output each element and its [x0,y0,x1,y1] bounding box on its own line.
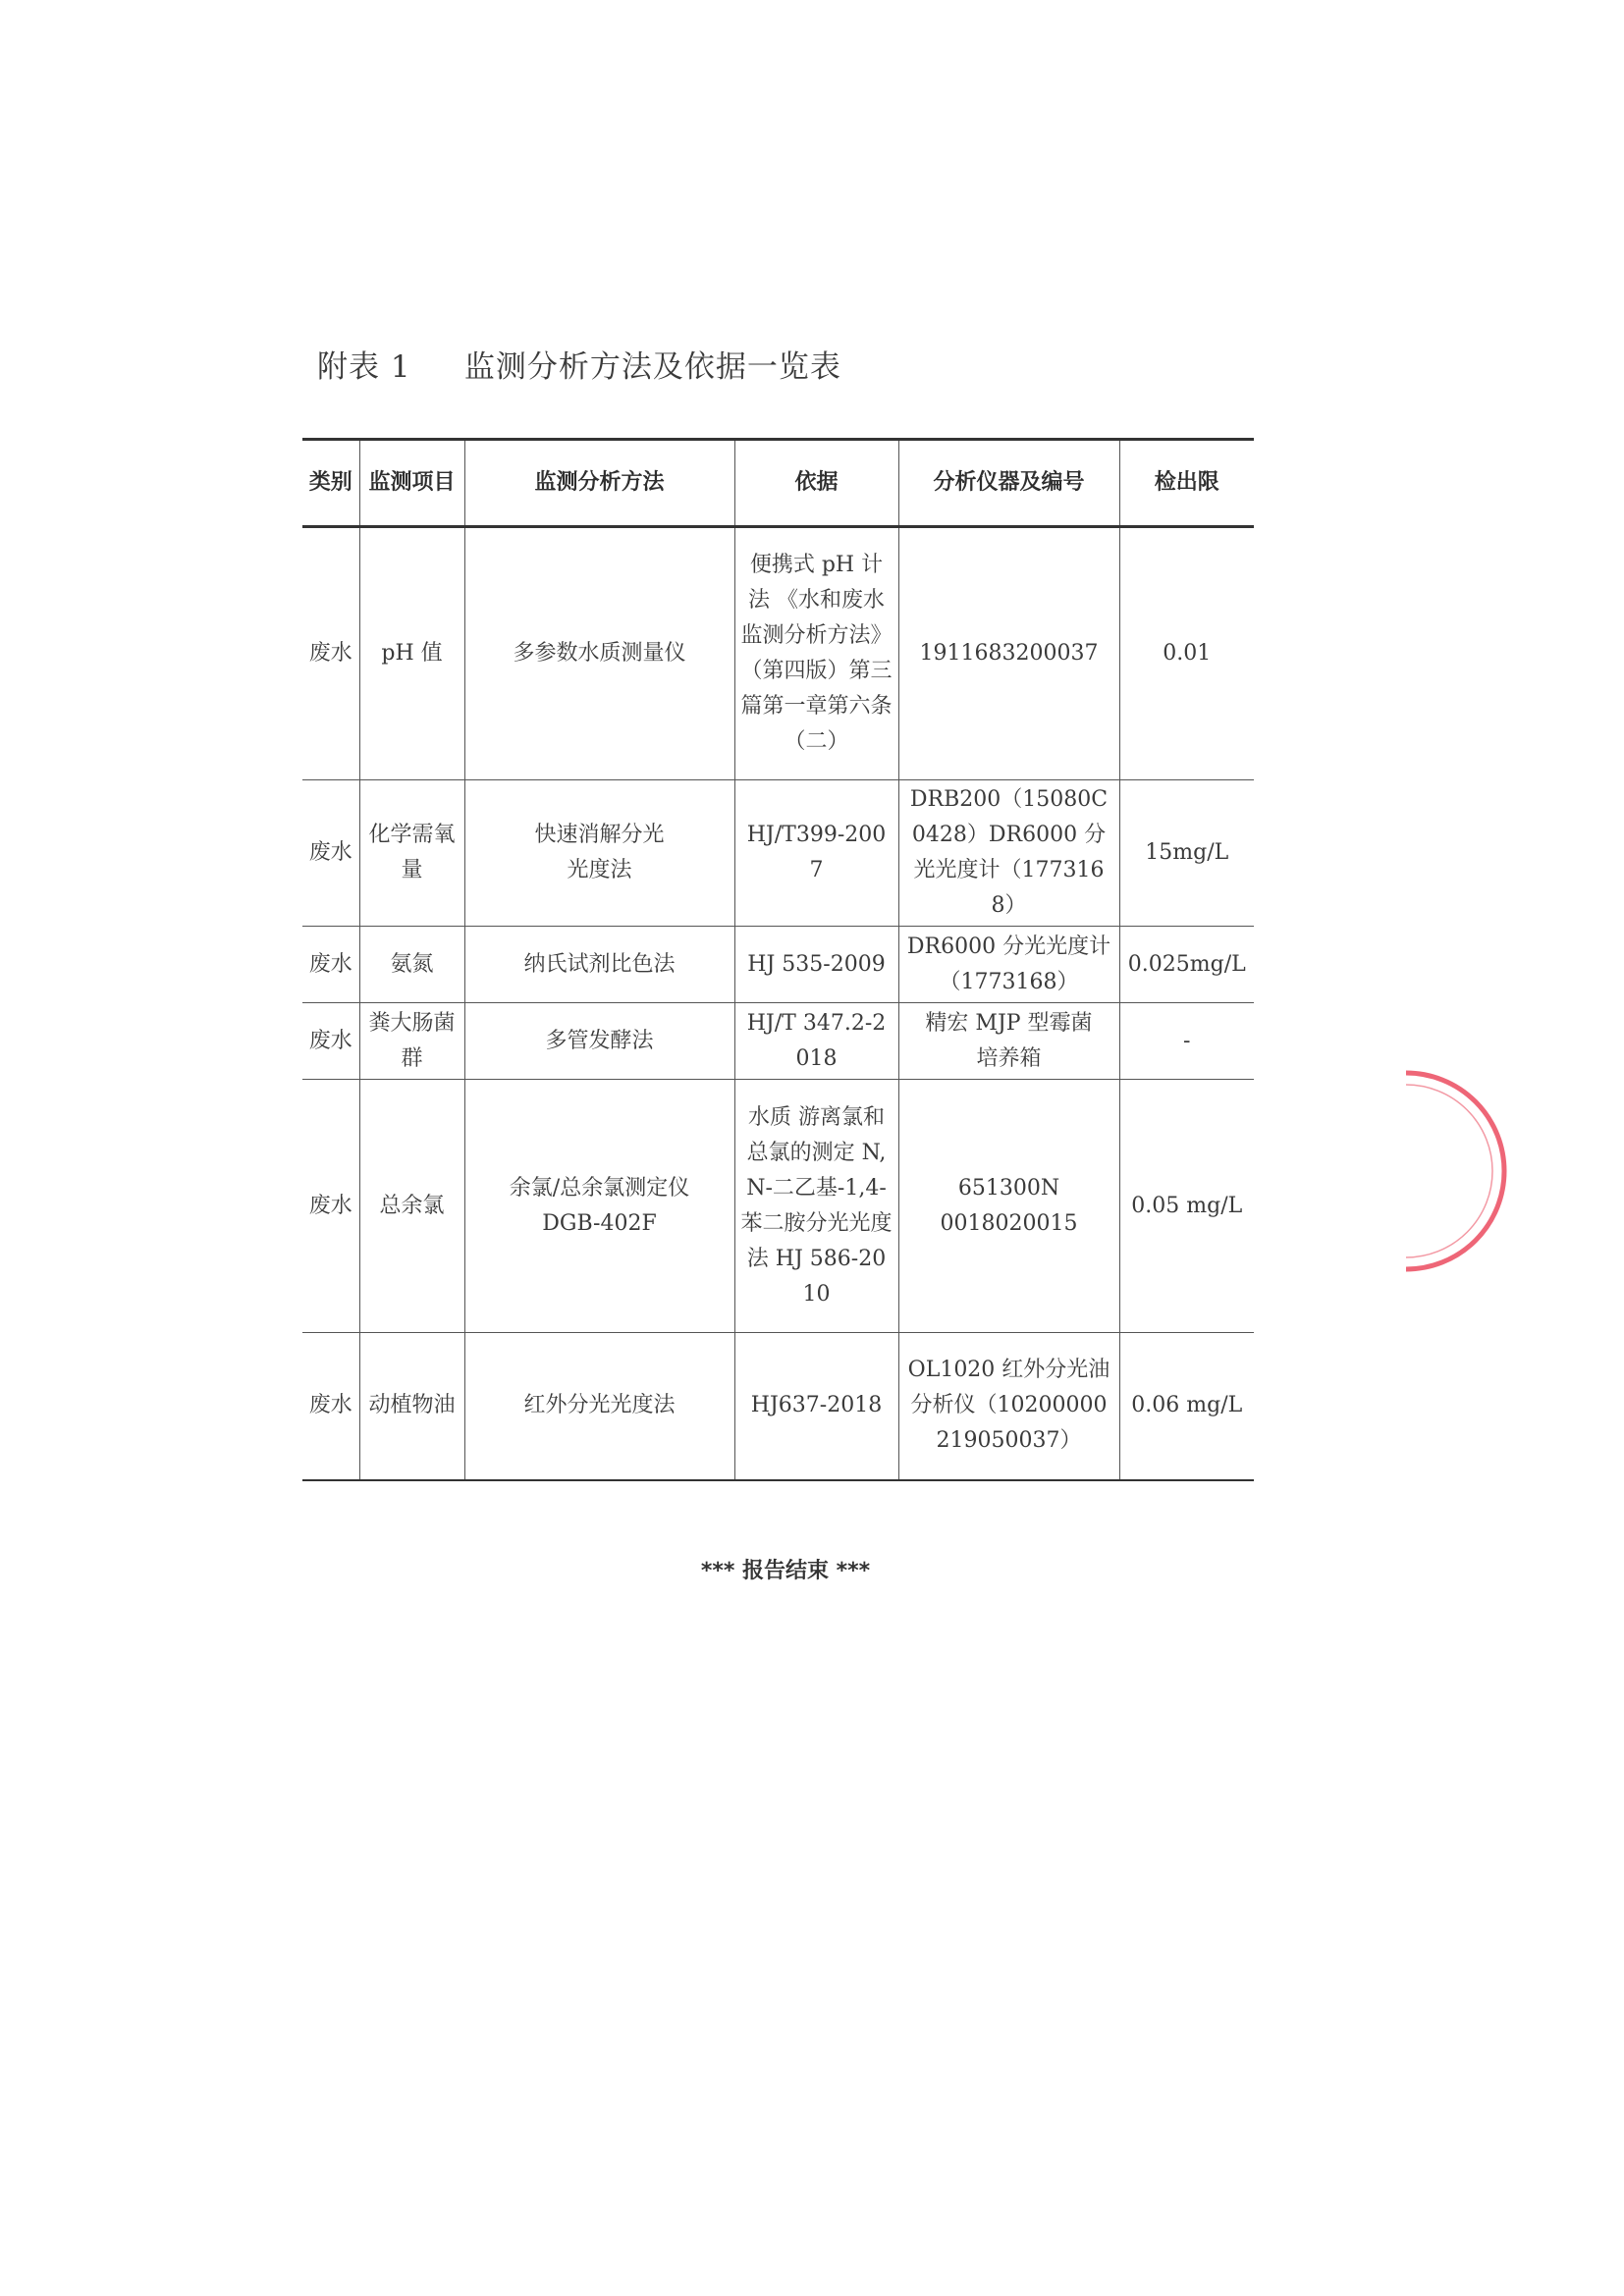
cell-basis: 水质 游离氯和总氯的测定 N,N-二乙基-1,4-苯二胺分光光度法 HJ 586-2010 [734,1080,898,1333]
cell-category: 废水 [302,1333,359,1480]
cell-limit: 0.05 mg/L [1119,1080,1254,1333]
cell-instrument: DRB200（15080C0428）DR6000 分光光度计（1773168） [898,780,1119,927]
table-row [302,527,1254,780]
cell-method: 余氯/总余氯测定仪DGB-402F [464,1080,734,1333]
header-instrument: 分析仪器及编号 [898,440,1119,527]
cell-item: 氨氮 [359,927,464,1003]
cell-basis: 便携式 pH 计法 《水和废水监测分析方法》（第四版）第三篇第一章第六条（二） [734,527,898,780]
cell-instrument: OL1020 红外分光油分析仪（10200000219050037） [898,1333,1119,1480]
cell-category: 废水 [302,927,359,1003]
table-row [302,1080,1254,1333]
table-header-row [302,440,1254,527]
header-category: 类别 [302,440,359,527]
cell-basis: HJ/T399-2007 [734,780,898,927]
cell-category: 废水 [302,527,359,780]
header-basis: 依据 [734,440,898,527]
table-row [302,927,1254,1003]
cell-limit: - [1119,1003,1254,1080]
cell-method: 多参数水质测量仪 [464,527,734,780]
cell-item: pH 值 [359,527,464,780]
cell-instrument: 1911683200037 [898,527,1119,780]
table-row [302,1333,1254,1480]
cell-basis: HJ637-2018 [734,1333,898,1480]
cell-method: 快速消解分光光度法 [464,780,734,927]
cell-category: 废水 [302,1080,359,1333]
report-end-note: *** 报告结束 *** [700,1559,871,1583]
seal-stamp-icon [1406,1053,1514,1289]
cell-basis: HJ 535-2009 [734,927,898,1003]
page-title: 附表 1 监测分析方法及依据一览表 [317,349,841,385]
methods-table [302,438,1254,1481]
cell-category: 废水 [302,780,359,927]
cell-method: 纳氏试剂比色法 [464,927,734,1003]
cell-item: 化学需氧量 [359,780,464,927]
cell-instrument: 651300N 0018020015 [898,1080,1119,1333]
cell-category: 废水 [302,1003,359,1080]
header-item: 监测项目 [359,440,464,527]
official-seal [1406,1053,1514,1289]
header-limit: 检出限 [1119,440,1254,527]
cell-method: 多管发酵法 [464,1003,734,1080]
cell-item: 动植物油 [359,1333,464,1480]
table-row [302,780,1254,927]
cell-limit: 0.025mg/L [1119,927,1254,1003]
cell-limit: 0.01 [1119,527,1254,780]
cell-item: 总余氯 [359,1080,464,1333]
cell-limit: 0.06 mg/L [1119,1333,1254,1480]
cell-method: 红外分光光度法 [464,1333,734,1480]
cell-basis: HJ/T 347.2-2018 [734,1003,898,1080]
table-row [302,1003,1254,1080]
cell-item: 粪大肠菌群 [359,1003,464,1080]
cell-instrument: 精宏 MJP 型霉菌培养箱 [898,1003,1119,1080]
cell-limit: 15mg/L [1119,780,1254,927]
header-method: 监测分析方法 [464,440,734,527]
cell-instrument: DR6000 分光光度计（1773168） [898,927,1119,1003]
